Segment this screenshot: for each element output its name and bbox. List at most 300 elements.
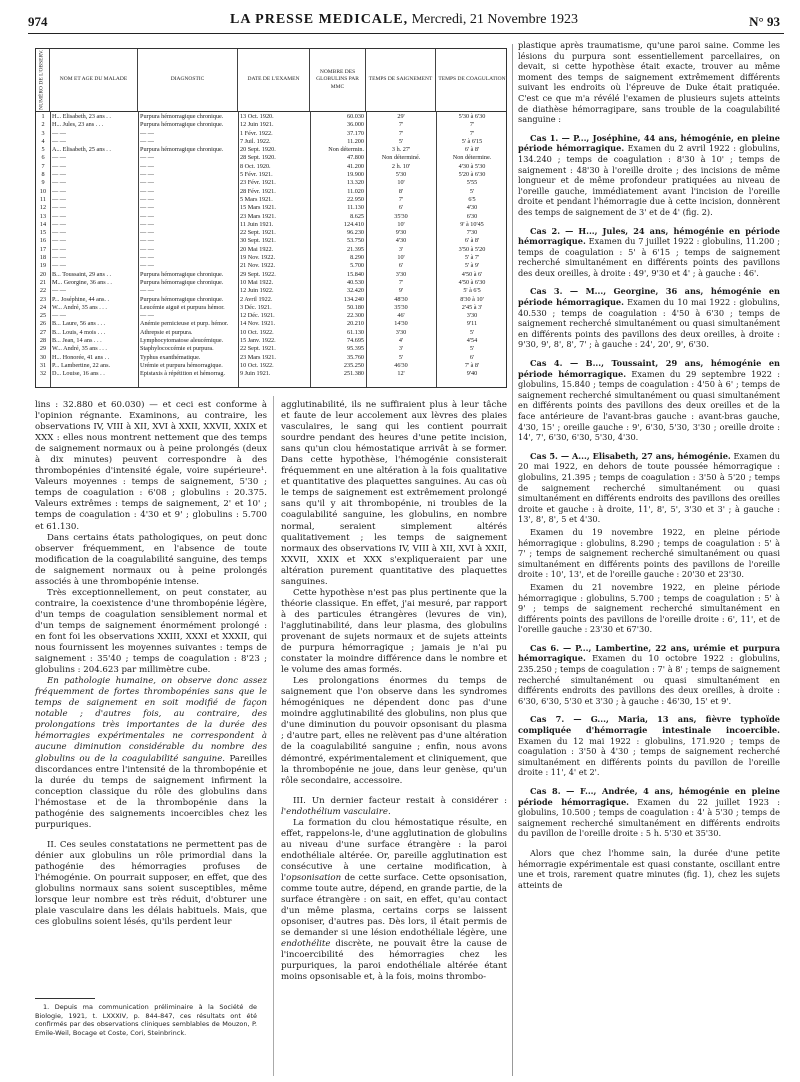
cell-bleeding-time: 7' <box>398 129 404 137</box>
cell-number: 23 <box>39 295 47 303</box>
case-paragraph <box>518 226 780 279</box>
cell-number: 3 <box>41 129 45 137</box>
paragraph: Alors que chez l'homme sain, la durée d'une petite hémorragie expérimentale est quasi constante, oscillant entre une et trois, rarement quatre minutes (fig. 1), chez les sujets atteints de <box>518 847 780 890</box>
cell-number: 6 <box>41 154 45 162</box>
paragraph: Les prolongations énormes du temps de saignement que l'on observe dans les syndromes hémogéniques ne dépendent donc pas d'une moindre agglutinabilité des globulins, non plus que d'une diminution du pouvoir opsonisant du plasma ; d'autre part, elles ne relèvent pas d'une altération de la coagulabilité sanguine ; enfin, nous avons démontré, expérimentalement et cliniquement, que la thrombopénie ne joue, dans leur genèse, qu'un rôle secondaire, accessoire. <box>281 676 507 786</box>
cell-globulins: 22.950 <box>346 195 364 203</box>
cell-name: — — <box>52 229 66 237</box>
cell-diagnosis: — — <box>140 212 154 220</box>
paragraph <box>281 796 507 818</box>
paragraph <box>281 818 507 984</box>
table-row <box>36 179 506 187</box>
table-row <box>36 154 506 162</box>
italic-text: En pathologie humaine, on observe donc assez fréquemment de fortes thrombopénies sans que le temps de saignement en soit modifié de façon notable ; d'autres fois, au contraire, des prolongations très importantes de la durée des hémorragies expérimentales ne correspondent à aucune diminution considérable du nombre des globulins ou de la coagulabilité sanguine. <box>35 676 267 764</box>
cell-globulins: 53.750 <box>346 237 364 245</box>
case-label: Cas 2. — H..., Jules, 24 ans, hémogénie en période hémorragique. <box>518 225 780 247</box>
cell-date: 9 Juin 1921. <box>240 370 271 378</box>
case-paragraph <box>518 527 780 580</box>
cell-diagnosis: Purpura hémorragique chronique. <box>140 146 224 154</box>
journal-name: LA PRESSE MEDICALE, <box>230 12 409 27</box>
cell-name: M... Georgine, 36 ans . . <box>52 278 112 286</box>
cell-name: W... André, 35 ans . . . <box>52 345 107 353</box>
cell-globulins: 13.320 <box>346 179 364 187</box>
cell-name: — — <box>52 187 66 195</box>
header-name: NOM ET AGE DU MALADE <box>50 49 138 111</box>
cell-globulins: Non détermin. <box>328 146 364 154</box>
cell-diagnosis: — — <box>140 287 154 295</box>
cell-number: 10 <box>39 187 47 195</box>
cell-name: — — <box>52 154 66 162</box>
cell-name: W... André, 35 ans . . . <box>52 303 107 311</box>
cell-coagulation-time: 5' à 6'15 <box>461 137 483 145</box>
issue-date: Mercredi, 21 Novembre 1923 <box>411 12 578 27</box>
cell-date: 8 Oct. 1920. <box>240 162 271 170</box>
case-label: Cas 4. — B..., Toussaint, 29 ans, hémogénie en période hémorragique. <box>518 358 780 379</box>
cell-globulins: 11.200 <box>347 137 364 145</box>
cell-bleeding-time: 7' <box>398 278 404 286</box>
cell-name: — — <box>52 204 66 212</box>
cell-number: 4 <box>41 137 45 145</box>
header-bleeding-time: TEMPS DE SAIGNEMENT <box>366 49 436 111</box>
paragraph: plastique après traumatisme, qu'une paroi saine. Comme les lésions du purpura sont essentiellement parcellaires, on devait, si cette hypothèse était exacte, trouver au même moment des temps de saignement extrêmement différents suivant les endroits où l'épreuve de Duke était pratiquée. C'est ce que m'a révélé l'examen de plusieurs sujets atteints de diathèse hémorragipare, sans trouble de la coagulabilité sanguine : <box>518 40 780 125</box>
table-row <box>36 113 506 121</box>
table-row <box>36 163 506 171</box>
case-label: Cas 6. — P..., Lambertine, 22 ans, urémie et purpura hémorragique. <box>518 642 780 664</box>
table-row <box>36 354 506 362</box>
cell-date: 30 Sept. 1921. <box>240 237 276 245</box>
table-row <box>36 271 506 279</box>
case-body: Examen du 20 mai 1922, en dehors de toute poussée hémorragique : globulins, 21.395 ; temps de coagulation : 3'50 à 5'20 ; temps de saignement recherché simultanément ou quasi simultanément en différents endroits des pavillons des oreilles droite et gauche : à droite, 11', 8', 5', 3'30 et 3' ; à gauche : 13', 8', 8', 5 et 4'30. <box>518 450 780 525</box>
table-row <box>36 246 506 254</box>
footnote <box>35 1003 257 1037</box>
cell-bleeding-time: 6' <box>398 262 404 270</box>
cell-name: — — <box>52 195 66 203</box>
cell-bleeding-time: 7' <box>398 121 404 129</box>
cell-bleeding-time: 5' <box>398 353 404 361</box>
header-globulins: NOMBRE DES GLOBULINS PAR MMC <box>310 49 366 111</box>
cell-number: 2 <box>41 121 45 129</box>
cell-number: 18 <box>39 254 47 262</box>
cell-coagulation-time: 7'30 <box>466 229 478 237</box>
cell-coagulation-time: 4'30 <box>466 204 478 212</box>
cell-bleeding-time: 10' <box>397 179 405 187</box>
cell-bleeding-time: 10' <box>397 220 405 228</box>
table-row <box>36 146 506 154</box>
case-paragraph <box>518 714 780 778</box>
cell-date: 28 Sept. 1920. <box>240 154 276 162</box>
cell-bleeding-time: 4'30 <box>395 237 407 245</box>
cell-bleeding-time: 12' <box>397 370 405 378</box>
header-date: DATE DE L'EXAMEN <box>238 49 310 111</box>
cell-bleeding-time: 46' <box>397 312 405 320</box>
cell-name: H... Honorée, 41 ans . . <box>52 353 110 361</box>
cell-diagnosis: — — <box>140 179 154 187</box>
cell-number: 29 <box>39 345 47 353</box>
table-row <box>36 196 506 204</box>
cell-name: — — <box>52 287 66 295</box>
case-body: Examen du 10 mai 1922 : globulins, 40.530 ; temps de coagulation : 4'50 à 6'30 ; temps de saignement recherché simultanément ou quasi simultanément en différents points des pavillons des deux oreilles, à droite : 9'30, 9', 8', 8', 7' ; à gauche : 24', 20', 9', 6'30. <box>518 297 780 350</box>
table-row <box>36 279 506 287</box>
table-row <box>36 138 506 146</box>
cell-name: H... Jules, 23 ans . . . <box>52 121 104 129</box>
case-label: Cas 7. — G..., Maria, 13 ans, fièvre typhoïde compliquée d'hémorragie intestinale incoercible. <box>518 714 780 736</box>
cell-number: 30 <box>39 353 47 361</box>
table-row <box>36 171 506 179</box>
cell-name: — — <box>52 171 66 179</box>
italic-text: endothélite <box>281 939 331 950</box>
italic-text: l'endothélium vasculaire. <box>281 806 391 817</box>
cell-date: 23 Mars 1921. <box>240 353 276 361</box>
cell-date: 23 Mars 1921. <box>240 212 276 220</box>
table-row <box>36 188 506 196</box>
cell-number: 16 <box>39 237 47 245</box>
cell-number: 17 <box>39 245 47 253</box>
cell-name: P... Joséphine, 44 ans. . <box>52 295 110 303</box>
case-label: Cas 8. — F..., Andrée, 4 ans, hémogénie en pleine période hémorragique. <box>518 786 780 807</box>
paragraph: lins : 32.880 et 60.030) — et ceci est conforme à l'opinion régnante. Examinons, au contraire, les observations IV, VIII à XII, XVI à XXII, XXVII, XXIX et XXX : elles nous montrent nettement que des temps de saignement normaux ou à peine prolongés (deux à dix minutes) peuvent correspondre à des thrombopénies d'intensité égale, voire supérieure¹. Valeurs moyennes : temps de saignement, 5'30 ; temps de coagulation : 6'08 ; globulins : 20.375. Valeurs extrêmes : temps de saignement, 2' et 10' ; temps de coagulation : 4'30 et 9' ; globulins : 5.700 et 61.130. <box>35 400 267 532</box>
cell-globulins: 74.695 <box>346 337 364 345</box>
cell-coagulation-time: 9'11 <box>466 320 478 328</box>
cell-name: — — <box>52 312 66 320</box>
cell-globulins: 61.130 <box>346 328 364 336</box>
cell-diagnosis: — — <box>140 162 154 170</box>
cell-bleeding-time: 3'30 <box>395 270 407 278</box>
table-row <box>36 296 506 304</box>
cell-diagnosis: — — <box>140 262 154 270</box>
cell-coagulation-time: 5' <box>469 345 475 353</box>
cell-number: 28 <box>39 337 47 345</box>
case-body: Examen du 29 septembre 1922 : globulins, 15.840 ; temps de coagulation : 4'50 à 6' ; temps de saignement recherché simultanément ou quasi simultanément en différents points des pavillons des deux oreilles et de la face antérieure de l'avant-bras gauche : avant-bras gauche, 4'30, 15' ; oreille gauche : 9', 6'30, 5'30, 3'30 ; oreille droite : 14', 7', 6'30, 6'30, 5'30, 4'30. <box>518 368 780 443</box>
paragraph: Très exceptionnellement, on peut constater, au contraire, la coexistence d'une thrombopénie légère, d'un temps de coagulation sensiblement normal et d'un temps de saignement énormément prolongé : en font foi les observations XXIII, XXXI et XXXII, qui nous fournissent les moyennes suivantes : temps de saignement : 35'40 ; temps de coagulation : 8'23 ; globulins : 204.623 par millimètre cube. <box>35 587 267 676</box>
case-label: Cas 1. — P..., Joséphine, 44 ans, hémogénie, en pleine période hémorragique. <box>518 132 780 154</box>
cell-diagnosis: — — <box>140 245 154 253</box>
cell-number: 20 <box>39 270 47 278</box>
footnote-rule <box>35 998 95 999</box>
cell-coagulation-time: 5' à 6'5 <box>463 287 481 295</box>
cell-globulins: 40.530 <box>346 278 364 286</box>
cell-date: 20 Mai 1922. <box>240 245 274 253</box>
paragraph: agglutinabilité, ils ne suffiraient plus à leur tâche et faute de leur accolement aux lèvres des plaies vasculaires, le sang qui les contient pourrait sourdre pendant des heures d'une petite incision, sans qu'un clou hémostatique arrivât à se former. Dans cette hypothèse, l'hémogénie consisterait fréquemment en une altération à la fois qualitative et quantitative des plaquettes sanguines. Au cas où le temps de saignement est extrêmement prolongé sans qu'il y ait thrombopénie, ni troubles de la coagulabilité sanguine, les globulins, en nombre normal, seraient simplement altérés qualitativement ; les temps de saignement normaux des observations IV, VIII à XII, XVI à XXII, XXVII, XXIX et XXX s'expliqueraient par une altération purement quantitative des plaquettes sanguines. <box>281 400 507 587</box>
cell-date: 12 Déc. 1921. <box>240 312 275 320</box>
cell-globulins: 11.020 <box>347 187 364 195</box>
table-row <box>36 262 506 270</box>
case-paragraph <box>518 786 780 839</box>
cell-coagulation-time: 7' <box>469 129 475 137</box>
cell-bleeding-time: 29' <box>397 113 405 120</box>
cell-coagulation-time: 4'30 à 5'30 <box>458 162 486 170</box>
cell-name: P... Lambertine, 22 ans. <box>52 361 111 369</box>
table-header <box>36 49 506 112</box>
cell-bleeding-time: 46'30 <box>394 361 408 369</box>
cell-diagnosis: Purpura hémorragique chronique. <box>140 121 224 129</box>
text-column-right <box>518 40 780 890</box>
cell-date: 19 Nov. 1922. <box>240 254 276 262</box>
cell-diagnosis: — — <box>140 171 154 179</box>
cell-number: 21 <box>39 278 47 286</box>
cell-globulins: 134.240 <box>343 295 364 303</box>
paragraph: II. Ces seules constatations ne permettent pas de dénier aux globulins un rôle primordial dans la pathogénie des hémorragies profuses de l'hémogénie. On pourrait supposer, en effet, que des globulins normaux sans soient susceptibles, même lorsque leur nombre est très réduit, d'obturer une plaie vasculaire dans les délais habituels. Mais, que ces globulins soient lésés, qu'ils perdent leur <box>35 839 267 928</box>
case-body: Examen du 21 novembre 1922, en pleine période hémorragique : globulins, 5.700 ; temps de coagulation : 5' à 9' ; temps de saignement recherché simultanément en différents points des pavillons de l'oreille droite : 6', 11', et de l'oreille gauche : 23'30 et 67'30. <box>518 581 780 635</box>
cell-diagnosis: Athrepsie et purpura. <box>140 328 193 336</box>
table-row <box>36 312 506 320</box>
cell-name: A... Elisabeth, 25 ans . . <box>52 146 111 154</box>
cell-date: 12 Juin 1922. <box>240 287 274 295</box>
cell-coagulation-time: 2'45 à 3' <box>461 303 483 311</box>
cell-globulins: 235.250 <box>343 361 364 369</box>
cell-coagulation-time: 7' à 8' <box>464 361 480 369</box>
table-row <box>36 287 506 295</box>
cell-coagulation-time: Non détermine. <box>452 154 492 162</box>
cell-date: 10 Oct. 1922. <box>240 328 274 336</box>
cell-bleeding-time: 6' <box>398 204 404 212</box>
cell-number: 11 <box>40 195 46 203</box>
cell-date: 2 Avril 1922. <box>240 295 273 303</box>
cell-date: 14 Nov. 1921. <box>240 320 276 328</box>
cell-diagnosis: — — <box>140 237 154 245</box>
cell-date: 22 Sept. 1921. <box>240 345 276 353</box>
cell-date: 29 Sept. 1922. <box>240 270 276 278</box>
cell-number: 24 <box>39 303 47 311</box>
cell-number: 1 <box>41 113 45 120</box>
cell-number: 25 <box>39 312 47 320</box>
cell-date: 28 Févr. 1921. <box>240 187 276 195</box>
cell-bleeding-time: 10' <box>397 254 405 262</box>
cell-globulins: 96.230 <box>346 229 364 237</box>
cell-date: 1 Févr. 1922. <box>240 129 273 137</box>
cell-bleeding-time: 5' <box>398 137 404 145</box>
cell-date: 3 Déc. 1921. <box>240 303 272 311</box>
cell-globulins: 50.180 <box>346 303 364 311</box>
table-row <box>36 362 506 370</box>
case-body: Examen du 7 juillet 1922 : globulins, 11.200 ; temps de coagulation : 5' à 6'15 ; temps de saignement recherché simultanément en différents points des pavillons des deux oreilles, à droite : 49', 9'30 et 4' ; à gauche : 46'. <box>518 236 780 278</box>
cell-date: 11 Juin 1921. <box>240 220 274 228</box>
table-row <box>36 229 506 237</box>
cell-coagulation-time: 4'50 à 6' <box>461 270 483 278</box>
cell-name: B... Laure, 56 ans . . . <box>52 320 106 328</box>
cell-coagulation-time: 9' à 10'45 <box>460 220 484 228</box>
cell-bleeding-time: 7' <box>398 195 404 203</box>
header-diagnosis: DIAGNOSTIC <box>138 49 238 111</box>
cell-globulins: 251.380 <box>343 370 364 378</box>
cell-number: 27 <box>39 328 47 336</box>
case-paragraph <box>518 643 780 707</box>
cell-bleeding-time: 9' <box>398 287 404 295</box>
cell-globulins: 19.900 <box>346 171 364 179</box>
cell-bleeding-time: 3' <box>398 345 404 353</box>
case-paragraph <box>518 451 780 525</box>
table-row <box>36 320 506 328</box>
case-paragraph <box>518 133 780 218</box>
header-coagulation-time: TEMPS DE COAGULATION <box>438 76 506 83</box>
cell-bleeding-time: 5'30 <box>395 171 407 179</box>
cell-date: 10 Mai 1922. <box>240 278 274 286</box>
cell-bleeding-time: 2 h. 10' <box>391 162 411 170</box>
header-rule <box>28 33 784 34</box>
cell-coagulation-time: 5'20 à 6'30 <box>458 171 486 179</box>
case-body: Examen du 10 octobre 1922 : globulins, 235.250 ; temps de coagulation : 7' à 8' ; temps de saignement recherché simultanément ou quasi simultanément en différents endroits des pavillons des deux oreilles, à droite : 6'30, 6'30, 5'30 et 3'30 ; à gauche : 46'30, 15' et 9'. <box>518 653 780 706</box>
cell-globulins: 47.800 <box>346 154 364 162</box>
cell-bleeding-time: 35'30 <box>394 303 408 311</box>
cell-bleeding-time: Non déterminé. <box>381 154 421 162</box>
case-paragraph <box>518 582 780 635</box>
cell-coagulation-time: 5'55 <box>466 179 478 187</box>
table-row <box>36 237 506 245</box>
cell-diagnosis: Staphylococcémie et purpura. <box>140 345 214 353</box>
cell-globulins: 20.210 <box>346 320 364 328</box>
table-row <box>36 213 506 221</box>
cell-diagnosis: Purpura hémorragique chronique. <box>140 278 224 286</box>
cell-name: — — <box>52 237 66 245</box>
table-row <box>36 337 506 345</box>
case-label: Cas 3. — M..., Georgine, 36 ans, hémogénie en période hémorragique. <box>518 286 780 308</box>
cell-name: B... Jean, 14 ans . . . <box>52 337 102 345</box>
paragraph <box>35 676 267 831</box>
text: III. Un dernier facteur restait à considérer : <box>293 795 507 806</box>
cell-diagnosis: — — <box>140 129 154 137</box>
cell-name: — — <box>52 245 66 253</box>
cell-diagnosis: Purpura hémorragique chronique. <box>140 113 224 120</box>
cell-name: D... Louise, 16 ans . . <box>52 370 105 378</box>
cell-number: 9 <box>41 179 45 187</box>
cell-name: H... Elisabeth, 23 ans . . <box>52 113 111 120</box>
cell-date: 5 Mars 1921. <box>240 195 273 203</box>
cell-number: 7 <box>41 162 45 170</box>
case-label: Cas 5. — A..., Elisabeth, 27 ans, hémogénie. <box>530 450 731 461</box>
cell-coagulation-time: 8'30 à 10' <box>460 295 484 303</box>
cell-number: 12 <box>39 204 47 212</box>
cell-name: — — <box>52 262 66 270</box>
cell-coagulation-time: 4'50 à 6'30 <box>458 278 486 286</box>
cell-number: 14 <box>39 220 47 228</box>
cell-globulins: 11.130 <box>347 204 364 212</box>
cell-globulins: 8.290 <box>350 254 364 262</box>
cell-bleeding-time: 3'30 <box>395 328 407 336</box>
cell-diagnosis: Lymphocytomatose aleucémique. <box>140 337 224 345</box>
italic-text: opsonisation <box>286 872 342 883</box>
cell-name: — — <box>52 162 66 170</box>
cell-bleeding-time: 8' <box>398 187 404 195</box>
cell-diagnosis: — — <box>140 312 154 320</box>
cell-diagnosis: Purpura hémorragique chronique. <box>140 295 224 303</box>
cell-coagulation-time: 6'30 <box>466 212 478 220</box>
paragraph: Dans certains états pathologiques, on peut donc observer fréquemment, en l'absence de toute modification de la coagulabilité sanguine, des temps de saignement normaux ou à peine prolongés associés à une thrombopénie intense. <box>35 532 267 587</box>
text: Pareilles discordances entre l'intensité de la thrombopénie et la durée du temps de saignement infirment la conception classique du rôle des globulins dans l'hémostase et de la thrombopénie dans la pathogénie des saignements incoercibles chez les purpuriques. <box>35 753 267 830</box>
cell-diagnosis: — — <box>140 195 154 203</box>
cell-globulins: 22.300 <box>346 312 364 320</box>
cell-globulins: 35.760 <box>346 353 364 361</box>
cell-date: 22 Sept. 1921. <box>240 229 276 237</box>
cell-coagulation-time: 5' à 9' <box>464 262 480 270</box>
cell-date: 20 Sept. 1920. <box>240 146 276 154</box>
cell-globulins: 5.700 <box>350 262 364 270</box>
paragraph: Cette hypothèse n'est pas plus pertinente que la théorie classique. En effet, j'ai mesuré, par rapport à des particules étrangères (levures de vin), l'agglutinabilité, dans leur plasma, des globulins provenant de sujets normaux et de sujets atteints de purpura hémorragique ; jamais je n'ai pu constater la moindre différence dans le nombre et le volume des amas formés. <box>281 587 507 676</box>
header-obs-number: NUMÉRO DE L'OBSERV. <box>36 49 50 111</box>
text-column-middle <box>281 400 507 983</box>
cell-number: 19 <box>39 262 47 270</box>
cell-number: 13 <box>39 212 47 220</box>
table-body <box>36 113 506 379</box>
case-body: Examen du 19 novembre 1922, en pleine période hémorragique : globulins, 8.290 ; temps de coagulation : 5' à 7' ; temps de saignement recherché simultanément ou quasi simultanément en différents points des pavillons de l'oreille droite : 10', 13', et de l'oreille gauche : 20'30 et 23'30. <box>518 526 780 580</box>
table-row <box>36 130 506 138</box>
cell-diagnosis: — — <box>140 229 154 237</box>
case-body: Examen du 22 juillet 1923 : globulins, 10.500 ; temps de coagulation : 4' à 5'30 ; temps de saignement recherché simultanément en différents endroits du pavillon de l'oreille droite : 5 h. 5'30 et 35'30. <box>518 796 780 839</box>
cell-coagulation-time: 5' à 7' <box>464 254 480 262</box>
cell-number: 8 <box>41 171 45 179</box>
cell-globulins: 21.395 <box>346 245 364 253</box>
cell-diagnosis: Urémie et purpura hémorragique. <box>140 361 223 369</box>
text: de cette surface. Cette opsonisation, comme toute autre, dépend, en grande partie, de la surface étrangère : on sait, en effet, qu'au contact d'un même plasma, certains corps se laissent opsoniser, d'autres pas. Dès lors, il était permis de se demander si une lésion endothéliale légère, une <box>281 872 507 939</box>
cell-name: — — <box>52 137 66 145</box>
cell-number: 22 <box>39 287 47 295</box>
cell-bleeding-time: 3 h. 27' <box>391 146 411 154</box>
cell-globulins: 8.625 <box>350 212 364 220</box>
cell-bleeding-time: 14'30 <box>394 320 408 328</box>
cell-globulins: 60.030 <box>346 113 364 120</box>
cell-name: — — <box>52 254 66 262</box>
cell-globulins: 32.420 <box>346 287 364 295</box>
cell-bleeding-time: 3' <box>398 245 404 253</box>
cell-date: 10 Oct. 1922. <box>240 361 274 369</box>
cell-name: B... Louis, 4 mois . . . <box>52 328 106 336</box>
cell-globulins: 36.000 <box>346 121 364 129</box>
page-header <box>28 12 780 30</box>
cell-name: — — <box>52 220 66 228</box>
text: La formation du clou hémostatique résulte, en effet, rappelons-le, d'une agglutination de globulins au niveau d'une surface étrangère : la paroi endothéliale altérée. Or, pareille agglutination est consécutive à une certaine modification, à l' <box>281 817 507 883</box>
cell-diagnosis: — — <box>140 220 154 228</box>
cell-diagnosis: — — <box>140 137 154 145</box>
issue-number: N° 93 <box>749 14 780 29</box>
cell-bleeding-time: 35'30 <box>394 212 408 220</box>
table-row <box>36 329 506 337</box>
cell-diagnosis: Anémie pernicieuse et purp. hémor. <box>140 320 229 328</box>
cell-coagulation-time: 6'5 <box>468 195 476 203</box>
cell-diagnosis: — — <box>140 254 154 262</box>
cell-date: 13 Oct. 1920. <box>240 113 274 120</box>
text-column-left <box>35 400 267 928</box>
cell-date: 15 Mars 1921. <box>240 204 276 212</box>
cell-date: 23 Févr. 1921. <box>240 179 276 187</box>
cell-coagulation-time: 5' <box>469 187 475 195</box>
table-row <box>36 370 506 378</box>
case-paragraph <box>518 358 780 443</box>
cell-coagulation-time: 6' à 8' <box>464 146 480 154</box>
cell-diagnosis: — — <box>140 154 154 162</box>
cell-number: 5 <box>41 146 45 154</box>
cell-number: 32 <box>39 370 47 378</box>
case-paragraph <box>518 286 780 350</box>
case-list <box>518 133 780 839</box>
cell-diagnosis: — — <box>140 204 154 212</box>
cell-diagnosis: Leucémie aiguë et purpura hémor. <box>140 303 225 311</box>
cell-name: — — <box>52 129 66 137</box>
cell-bleeding-time: 9'30 <box>395 229 407 237</box>
text: discrète, ne pouvait être la cause de l'incoercibilité des hémorragies chez les purpuriques, la paroi endothéliale altérée étant moins opsonisable et, à la fois, moins thrombo- <box>281 939 507 983</box>
cell-date: 5 Févr. 1921. <box>240 171 273 179</box>
cell-globulins: 15.840 <box>346 270 364 278</box>
cell-coagulation-time: 4'54 <box>466 337 478 345</box>
cell-coagulation-time: 3'50 à 5'20 <box>458 245 486 253</box>
cell-coagulation-time: 3'30 <box>466 312 478 320</box>
cell-number: 15 <box>39 229 47 237</box>
cell-diagnosis: Purpura hémorragique chronique. <box>140 270 224 278</box>
cell-diagnosis: Typhus exanthématique. <box>140 353 201 361</box>
column-divider <box>273 396 274 1076</box>
case-body: Examen du 12 mai 1922 : globulins, 171.920 ; temps de coagulation : 3'50 à 4'30 ; temps de saignement recherché simultanément en différents points du pavillon de l'oreille droite : 11', 4' et 2'. <box>518 735 780 778</box>
cell-name: B... Toussaint, 29 ans . . <box>52 270 112 278</box>
cell-name: — — <box>52 179 66 187</box>
cell-date: 12 Juin 1921. <box>240 121 274 129</box>
cell-coagulation-time: 6' <box>469 353 475 361</box>
